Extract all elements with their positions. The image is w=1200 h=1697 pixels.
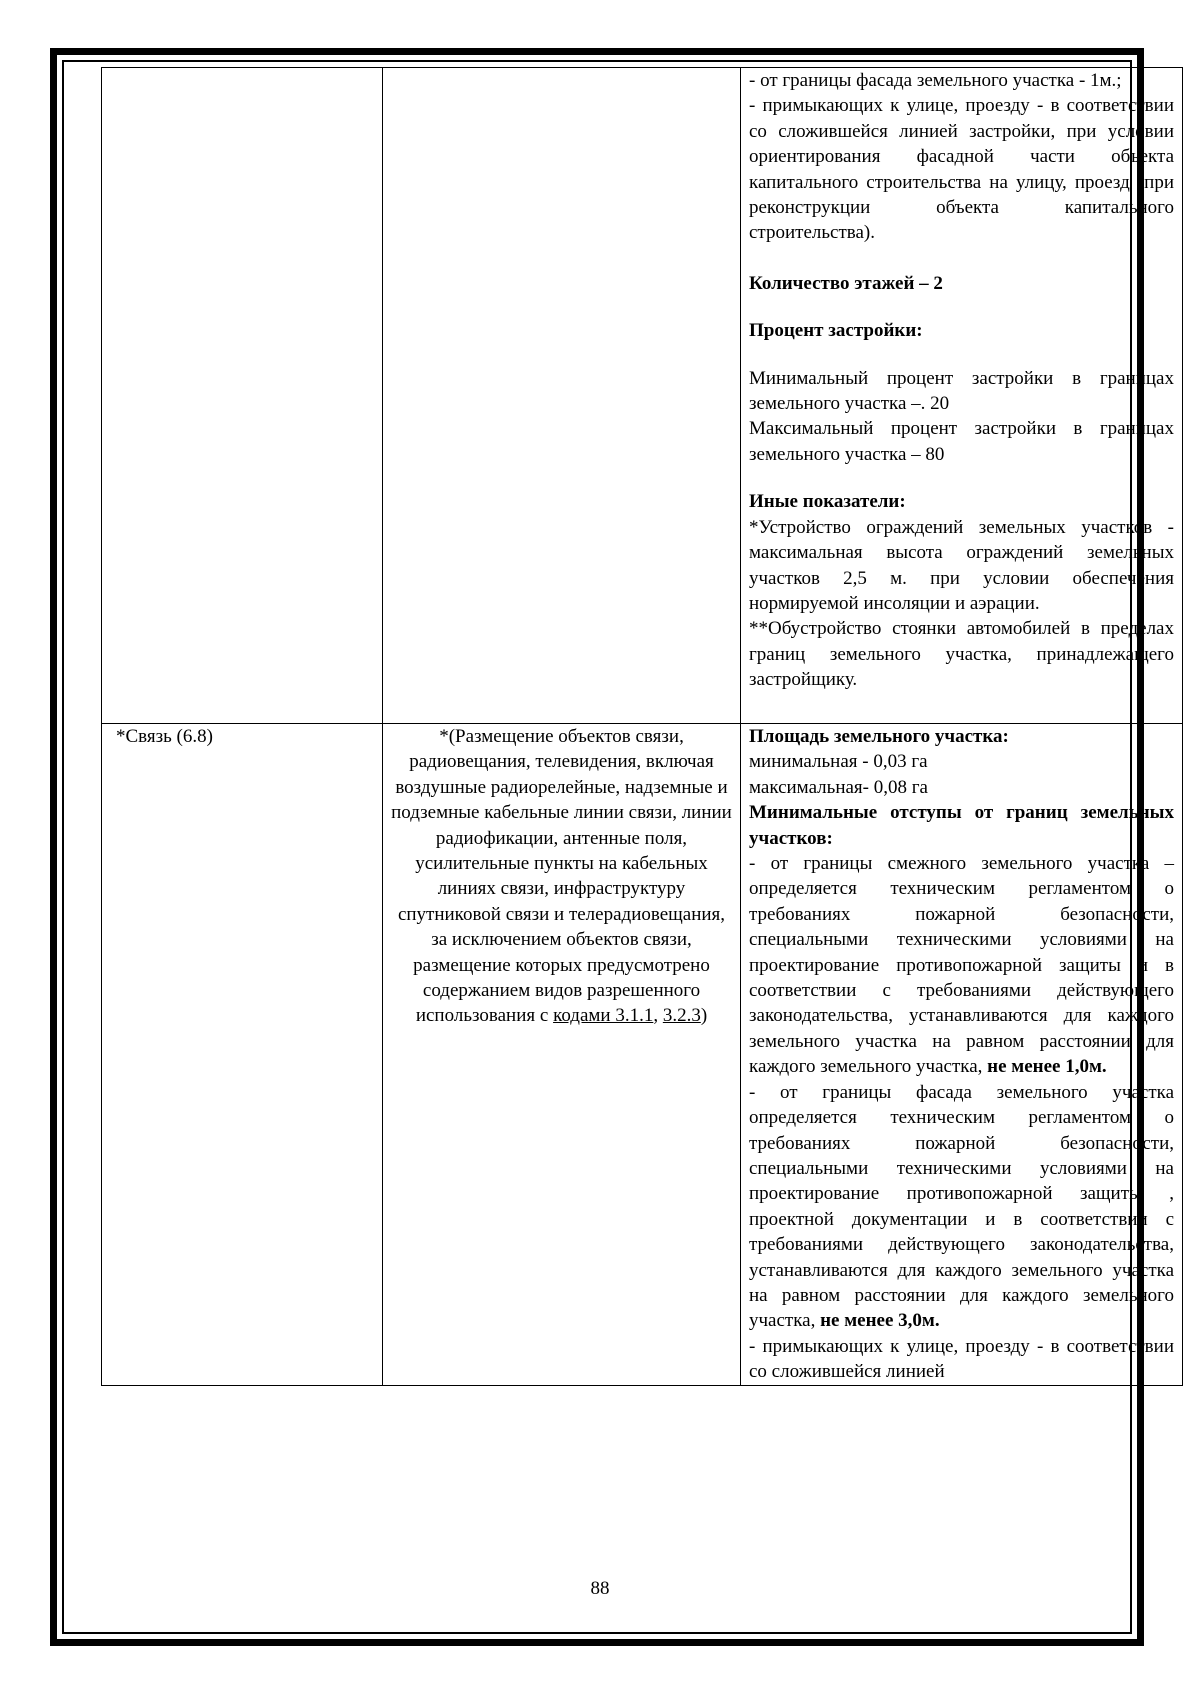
closing-paren: ) xyxy=(700,1005,708,1027)
setback-facade-text: - от границы фасада земельного участка определяется техническим регламентом о требованиях пожарной безопасности, специальными техническими условиями на проектирование противопожарной защиты , проектной документации и в соответствии с требованиями действующего законодательства, устанавливаются для каждого земельного участка на равном расстоянии для каждого земельного участка, xyxy=(749,1081,1174,1332)
fence-text: *Устройство ограждений земельных участков - максимальная высота ограждений земельных участков 2,5 м. при условии обеспечения нормируемой инсоляции и аэрации. xyxy=(749,516,1174,614)
area-min: минимальная - 0,03 га xyxy=(749,751,928,773)
regulations-table xyxy=(101,67,1183,1386)
use-type-cell xyxy=(102,68,383,724)
use-description xyxy=(391,724,732,1029)
floors-count: Количество этажей – 2 xyxy=(749,272,943,294)
code-link-3-2-3[interactable]: 3.2.3 xyxy=(662,1005,701,1027)
area-max: максимальная- 0,08 га xyxy=(749,776,928,798)
setback-adjacent xyxy=(749,851,1174,1080)
percent-min: Минимальный процент застройки в границах земельного участка –. 20 xyxy=(749,367,1174,415)
setback-street: - примыкающих к улице, проезду - в соответствии со сложившейся линией xyxy=(749,1335,1174,1383)
setback-facade-min: не менее 3,0м. xyxy=(820,1310,940,1332)
setback-street-text: - примыкающих к улице, проезду - в соответствии со сложившейся линией застройки, при условии ориентирования фасадной части объекта капитального строительства на улицу, проезд (при реконструкции объекта капитального строительства). xyxy=(749,95,1174,244)
description-cell xyxy=(383,724,741,1386)
percent-heading: Процент застройки: xyxy=(749,320,923,342)
page-number: 88 xyxy=(590,1578,610,1599)
use-type-name: *Связь (6.8) xyxy=(116,726,213,747)
parameters-cell xyxy=(741,724,1183,1386)
use-type-cell xyxy=(102,724,383,1386)
parking-text: **Обустройство стоянки автомобилей в пределах границ земельного участка, принадлежащего застройщику. xyxy=(749,618,1174,691)
setback-facade xyxy=(749,1080,1174,1334)
setback-heading: Минимальные отступы от границ земельных участков: xyxy=(749,802,1174,849)
parameters-cell xyxy=(741,68,1183,724)
table-row xyxy=(102,724,1183,1386)
code-link-3-1-1[interactable]: кодами 3.1.1 xyxy=(553,1005,654,1027)
setback-adjacent-text: - от границы смежного земельного участка – определяется техническим регламентом о требованиях пожарной безопасности, специальными техническими условиями на проектирование противопожарной защиты и в соответствии с требованиями действующего законодательства, устанавливаются для каждого земельного участка на равном расстоянии для каждого земельного участка, xyxy=(749,853,1174,1078)
percent-max: Максимальный процент застройки в границах земельного участка – 80 xyxy=(749,418,1174,465)
other-heading: Иные показатели: xyxy=(749,491,906,513)
separator-text: , xyxy=(653,1005,663,1027)
table-row xyxy=(102,68,1183,724)
description-text: *(Размещение объектов связи, радиовещания, телевидения, включая воздушные радиорелейные, надземные и подземные кабельные линии связи, линии радиофикации, антенные поля, усилительные пункты на кабельных линиях связи, инфраструктуру спутниковой связи и телерадиовещания, за исключением объектов связи, размещение которых предусмотрено содержанием видов разрешенного использования с xyxy=(391,726,732,1027)
description-cell xyxy=(383,68,741,724)
setback-facade-text: - от границы фасада земельного участка - 1м.; xyxy=(749,70,1122,91)
setback-adjacent-min: не менее 1,0м. xyxy=(987,1056,1107,1078)
area-heading: Площадь земельного участка: xyxy=(749,726,1009,747)
